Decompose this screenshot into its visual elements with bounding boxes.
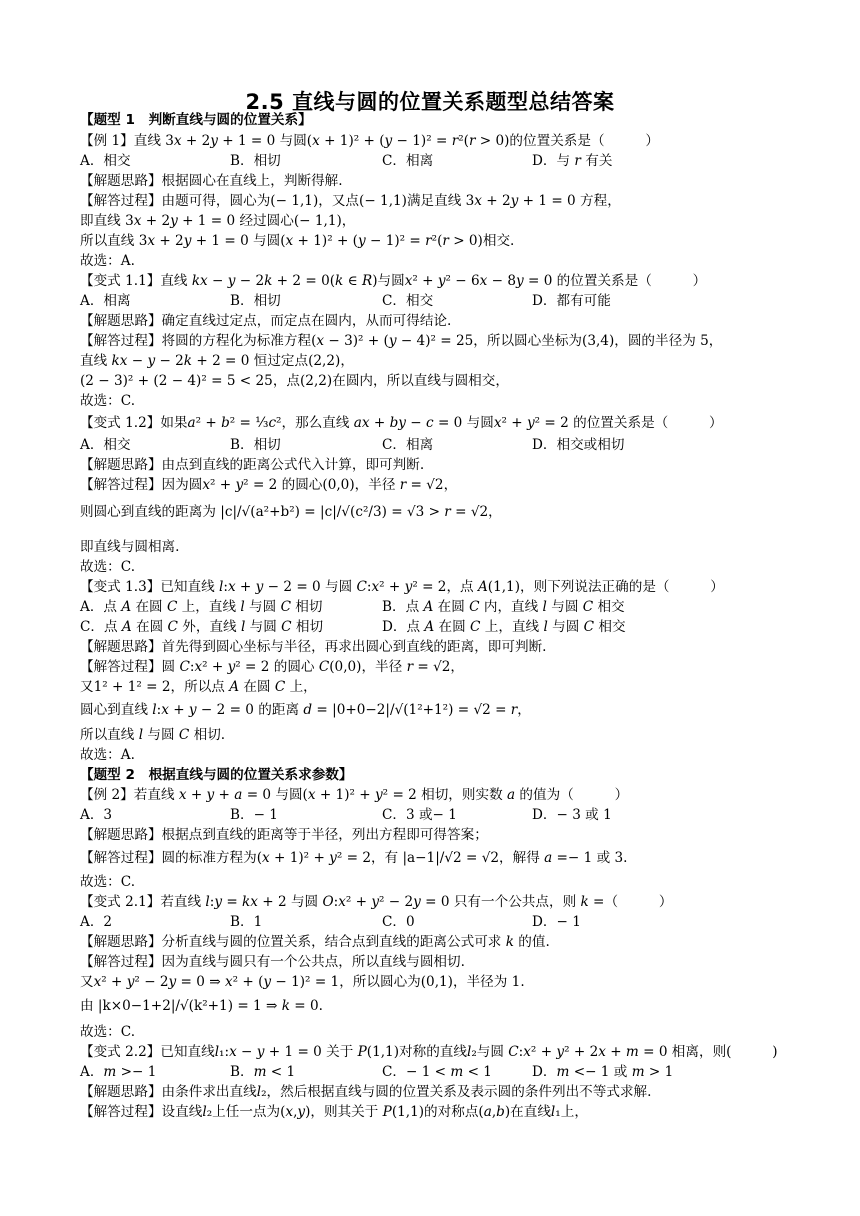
- variant-1-3-answer: 故选：A.: [80, 747, 135, 763]
- variant-1-3-solution-line: 又1² + 1² = 2，所以点 𝐴 在圆 𝐶 上，: [80, 679, 317, 695]
- variant-1-1-solution-line: 直线 𝑘𝑥 − 𝑦 − 2𝑘 + 2 = 0 恒过定点(2,2)，: [80, 353, 354, 369]
- variant-1-1-answer: 故选：C.: [80, 393, 136, 409]
- variant-1-1-option-c: C．相交: [382, 293, 434, 309]
- example-1-option-a: A．相交: [80, 153, 131, 169]
- variant-2-2-idea: 【解题思路】由条件求出直线𝑙₂，然后根据直线与圆的位置关系及表示圆的条件列出不等式求解.: [80, 1084, 652, 1100]
- variant-1-3-option-b: B．点 𝐴 在圆 𝐶 内，直线 𝑙 与圆 𝐶 相交: [382, 599, 625, 615]
- variant-2-1-option-b: B．1: [230, 914, 263, 930]
- example-2-answer: 故选：C.: [80, 874, 136, 890]
- example-1-solution-line: 【解答过程】由题可得，圆心为(− 1,1)，又点(− 1,1)满足直线 3𝑥 + 2𝑦 + 1 = 0 方程，: [80, 193, 621, 209]
- variant-2-2-option-a: A．𝑚 >− 1: [80, 1064, 157, 1080]
- variant-1-2-solution-line: 即直线与圆相离.: [80, 539, 180, 555]
- example-2-option-d: D．− 3 或 1: [532, 807, 612, 823]
- variant-1-2-option-b: B．相切: [230, 437, 281, 453]
- variant-1-3-solution-line: 【解答过程】圆 𝐶:𝑥² + 𝑦² = 2 的圆心 𝐶(0,0)，半径 𝑟 = √2，: [80, 659, 465, 675]
- variant-2-1-solution-line: 又𝑥² + 𝑦² − 2𝑦 = 0 ⇒ 𝑥² + (𝑦 − 1)² = 1，所以圆心为(0,1)，半径为 1.: [80, 974, 525, 990]
- variant-1-3-solution-line: 圆心到直线 𝑙:𝑥 + 𝑦 − 2 = 0 的距离 𝑑 = |0+0−2|/√(1²+1²) = √2 = 𝑟，: [80, 702, 531, 718]
- example-2-option-a: A．3: [80, 807, 113, 823]
- variant-2-1-solution-line: 由 |k×0−1+2|/√(k²+1) = 1 ⇒ 𝑘 = 0.: [80, 998, 323, 1014]
- variant-1-2-option-c: C．相离: [382, 437, 434, 453]
- example-1-solution-line: 即直线 3𝑥 + 2𝑦 + 1 = 0 经过圆心(− 1,1)，: [80, 213, 356, 229]
- variant-1-2-solution-line: 则圆心到直线的距离为 |c|/√(a²+b²) = |c|/√(c²/3) = √3 > 𝑟 = √2，: [80, 504, 502, 520]
- variant-2-2-option-c: C．− 1 < 𝑚 < 1: [382, 1064, 492, 1080]
- example-2-solution-line: 【解答过程】圆的标准方程为(𝑥 + 1)² + 𝑦² = 2，有 |a−1|/√2 = √2，解得 𝑎 =− 1 或 3.: [80, 850, 628, 866]
- variant-1-2-question: 【变式 1.2】如果𝑎² + 𝑏² = ⅓𝑐²，那么直线 𝑎𝑥 + 𝑏𝑦 − 𝑐 = 0 与圆𝑥² + 𝑦² = 2 的位置关系是（ ）: [80, 415, 723, 431]
- variant-2-2-option-d: D．𝑚 <− 1 或 𝑚 > 1: [532, 1064, 674, 1080]
- example-2-option-b: B．− 1: [230, 807, 278, 823]
- variant-2-2-question: 【变式 2.2】已知直线𝑙₁:𝑥 − 𝑦 + 1 = 0 关于 𝑃(1,1)对称的直线𝑙₂与圆 𝐶:𝑥² + 𝑦² + 2𝑥 + 𝑚 = 0 相离，则( ): [80, 1044, 778, 1060]
- variant-1-1-idea: 【解题思路】确定直线过定点，而定点在圆内，从而可得结论.: [80, 313, 452, 329]
- example-2-question: 【例 2】若直线 𝑥 + 𝑦 + 𝑎 = 0 与圆(𝑥 + 1)² + 𝑦² = 2 相切，则实数 𝑎 的值为（ ）: [80, 787, 629, 803]
- page-title: 2.5 直线与圆的位置关系题型总结答案: [245, 90, 615, 114]
- variant-1-1-solution-line: (2 − 3)² + (2 − 4)² = 5 < 25，点(2,2)在圆内，所以直线与圆相交，: [80, 373, 509, 389]
- variant-1-1-option-a: A．相离: [80, 293, 131, 309]
- variant-1-1-question: 【变式 1.1】直线 𝑘𝑥 − 𝑦 − 2𝑘 + 2 = 0(𝑘 ∈ 𝑅)与圆𝑥² + 𝑦² − 6𝑥 − 8𝑦 = 0 的位置关系是（ ）: [80, 273, 707, 289]
- variant-1-3-idea: 【解题思路】首先得到圆心坐标与半径，再求出圆心到直线的距离，即可判断.: [80, 639, 547, 655]
- variant-2-2-option-b: B．𝑚 < 1: [230, 1064, 296, 1080]
- variant-1-1-option-b: B．相切: [230, 293, 281, 309]
- variant-1-3-option-d: D．点 𝐴 在圆 𝐶 上，直线 𝑙 与圆 𝐶 相交: [382, 619, 626, 635]
- section-heading-2: 【题型 2 根据直线与圆的位置关系求参数】: [80, 767, 353, 783]
- section-heading-1: 【题型 1 判断直线与圆的位置关系】: [80, 112, 312, 128]
- variant-1-2-answer: 故选：C.: [80, 559, 136, 575]
- variant-1-2-solution-line: 【解答过程】因为圆𝑥² + 𝑦² = 2 的圆心(0,0)，半径 𝑟 = √2，: [80, 477, 458, 493]
- variant-2-2-solution-line: 【解答过程】设直线𝑙₂上任一点为(𝑥,𝑦)，则其关于 𝑃(1,1)的对称点(𝑎,𝑏)在直线𝑙₁上，: [80, 1104, 588, 1120]
- example-1-answer: 故选：A.: [80, 253, 135, 269]
- example-1-idea: 【解题思路】根据圆心在直线上，判断得解.: [80, 173, 343, 189]
- variant-1-3-option-c: C．点 𝐴 在圆 𝐶 外，直线 𝑙 与圆 𝐶 相切: [80, 619, 324, 635]
- example-1-solution-line: 所以直线 3𝑥 + 2𝑦 + 1 = 0 与圆(𝑥 + 1)² + (𝑦 − 1)² = 𝑟²(𝑟 > 0)相交.: [80, 233, 515, 249]
- example-2-idea: 【解题思路】根据点到直线的距离等于半径，列出方程即可得答案；: [80, 827, 488, 843]
- variant-2-1-idea: 【解题思路】分析直线与圆的位置关系，结合点到直线的距离公式可求 𝑘 的值.: [80, 934, 550, 950]
- variant-1-2-option-d: D．相交或相切: [532, 437, 625, 453]
- variant-2-1-question: 【变式 2.1】若直线 𝑙:𝑦 = 𝑘𝑥 + 2 与圆 𝑂:𝑥² + 𝑦² − 2𝑦 = 0 只有一个公共点，则 𝑘 =（ ）: [80, 894, 673, 910]
- variant-2-1-option-c: C．0: [382, 914, 415, 930]
- variant-1-2-option-a: A．相交: [80, 437, 131, 453]
- example-1-option-b: B．相切: [230, 153, 281, 169]
- example-1-question: 【例 1】直线 3𝑥 + 2𝑦 + 1 = 0 与圆(𝑥 + 1)² + (𝑦 − 1)² = 𝑟²(𝑟 > 0)的位置关系是（ ）: [80, 133, 659, 149]
- variant-1-1-option-d: D．都有可能: [532, 293, 611, 309]
- variant-1-3-solution-line: 所以直线 𝑙 与圆 𝐶 相切.: [80, 727, 226, 743]
- example-2-option-c: C．3 或− 1: [382, 807, 457, 823]
- variant-1-3-question: 【变式 1.3】已知直线 𝑙:𝑥 + 𝑦 − 2 = 0 与圆 𝐶:𝑥² + 𝑦² = 2，点 𝐴(1,1)，则下列说法正确的是（ ）: [80, 579, 724, 595]
- variant-2-1-option-a: A．2: [80, 914, 113, 930]
- example-1-option-d: D．与 𝑟 有关: [532, 153, 613, 169]
- variant-1-1-solution-line: 【解答过程】将圆的方程化为标准方程(𝑥 − 3)² + (𝑦 − 4)² = 25，所以圆心坐标为(3,4)，圆的半径为 5，: [80, 333, 723, 349]
- variant-2-1-solution-line: 【解答过程】因为直线与圆只有一个公共点，所以直线与圆相切.: [80, 954, 465, 970]
- example-1-option-c: C．相离: [382, 153, 434, 169]
- variant-2-1-option-d: D．− 1: [532, 914, 581, 930]
- variant-1-3-option-a: A．点 𝐴 在圆 𝐶 上，直线 𝑙 与圆 𝐶 相切: [80, 599, 323, 615]
- variant-2-1-answer: 故选：C.: [80, 1024, 136, 1040]
- variant-1-2-idea: 【解题思路】由点到直线的距离公式代入计算，即可判断.: [80, 457, 425, 473]
